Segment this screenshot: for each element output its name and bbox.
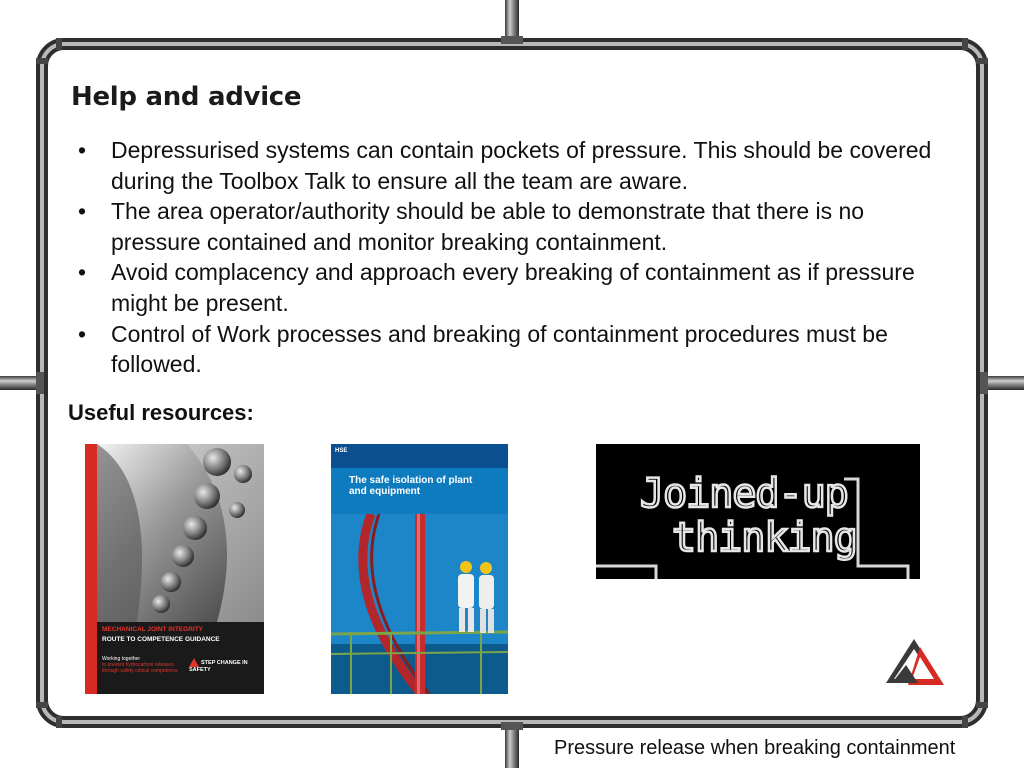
step-change-triangle-icon — [189, 658, 199, 667]
booklet-subtitle: ROUTE TO COMPETENCE GUIDANCE — [102, 636, 220, 643]
joined-up-thinking-logo[interactable] — [596, 444, 920, 579]
bullet-dot: • — [78, 137, 87, 163]
triangle-logo-icon — [884, 637, 946, 689]
bullet-text: Avoid complacency and approach every breaking of containment as if pressure might be present. — [111, 259, 915, 316]
flange-bolts-photo — [97, 444, 264, 622]
bullet-dot: • — [78, 198, 87, 225]
bullet-text: Control of Work processes and breaking of containment procedures must be followed. — [111, 320, 888, 378]
logo-line1: Joined-up — [640, 471, 848, 517]
slide-title: Help and advice — [71, 82, 302, 112]
step-change-label: STEP CHANGE IN SAFETY — [189, 659, 248, 673]
bullet-item — [78, 196, 958, 257]
booklet-tagline-line1: Working together — [102, 656, 140, 662]
bullet-dot: • — [78, 259, 87, 286]
bullet-item — [78, 135, 958, 196]
bullet-item — [78, 319, 958, 380]
slide-footer: Pressure release when breaking containment — [554, 737, 956, 759]
resources-heading: Useful resources: — [68, 400, 254, 425]
logo-line2: thinking — [672, 515, 857, 561]
bullet-text: The area operator/authority should be able to demonstrate that there is no pressure contained and monitor breaking containment. — [111, 198, 865, 255]
hse-logo: HSE — [335, 448, 348, 454]
bullet-text: Depressurised systems can contain pockets of pressure. This should be covered during the Toolbox Talk to ensure all the team are aware. — [111, 137, 932, 194]
bullet-dot: • — [78, 320, 87, 347]
plant-workers-photo — [331, 514, 508, 694]
booklet-title: The safe isolation of plant and equipment — [349, 475, 473, 497]
bullet-item — [78, 257, 958, 318]
booklet-tagline-line2: to prevent hydrocarbon releases through safety critical competence — [102, 662, 178, 674]
booklet-title: MECHANICAL JOINT INTEGRITY — [102, 626, 203, 633]
bullet-list — [78, 135, 958, 380]
booklet-cover — [97, 444, 264, 694]
hse-header-bar — [331, 444, 508, 468]
mechanical-joint-integrity-booklet[interactable] — [85, 444, 264, 694]
hse-safe-isolation-booklet[interactable] — [331, 444, 508, 694]
step-change-logo — [189, 658, 259, 674]
booklet-tagline — [102, 656, 182, 674]
